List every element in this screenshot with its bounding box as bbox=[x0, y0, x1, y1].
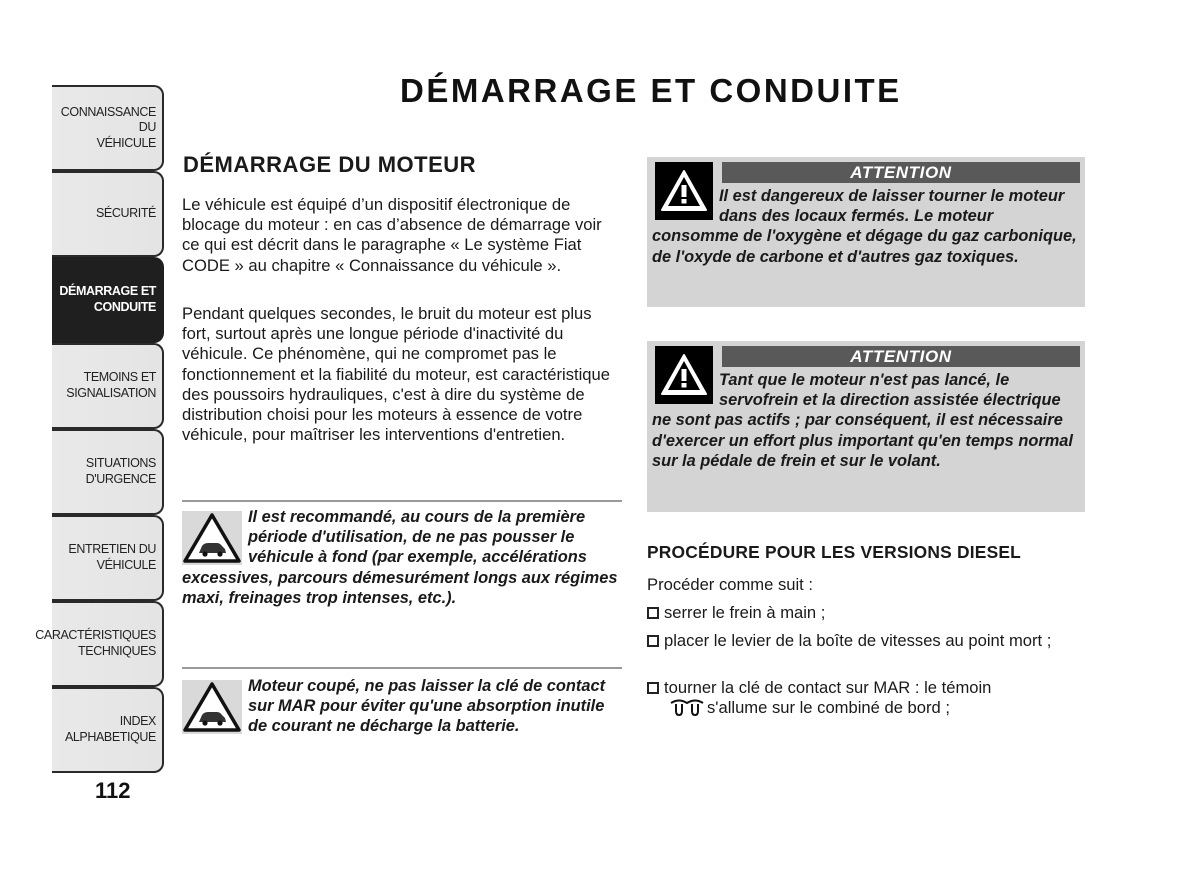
car-warning-icon bbox=[182, 511, 242, 565]
note-first-use bbox=[182, 507, 622, 608]
tab-label: DÉMARRAGE ET bbox=[59, 284, 156, 299]
step-text: tourner la clé de contact sur MAR : le témoin bbox=[664, 678, 992, 697]
tab-label: CARACTÉRISTIQUES bbox=[35, 628, 156, 643]
paragraph-immobilizer: Le véhicule est équipé d’un dispositif électronique de blocage du moteur : en cas d’absence de démarrage voir ce qui est décrit dans le paragraphe « Le système Fiat CODE » au chapitre « Connaissance du véhicule ». bbox=[182, 195, 602, 275]
car-warning-icon bbox=[182, 680, 242, 734]
tab-label: TEMOINS ET bbox=[83, 370, 156, 385]
tab-demarrage-et-conduite[interactable] bbox=[52, 257, 164, 343]
tab-label: SITUATIONS bbox=[85, 456, 156, 471]
tab-label: TECHNIQUES bbox=[78, 644, 156, 658]
tab-label: CONNAISSANCE DU bbox=[60, 104, 156, 135]
tab-temoins-et-signalisation[interactable] bbox=[52, 343, 164, 429]
step-text: s'allume sur le combiné de bord ; bbox=[707, 698, 950, 718]
tab-label: SÉCURITÉ bbox=[95, 206, 156, 221]
note-text: Il est recommandé, au cours de la première période d'utilisation, de ne pas pousser le véhicule à fond (par exemple, accélérations excessives, parcours démesurément longs aux régimes maxi, freinages trop intenses, etc.). bbox=[182, 508, 618, 607]
page-title: DÉMARRAGE ET CONDUITE bbox=[400, 72, 902, 109]
attention-text: Tant que le moteur n'est pas lancé, le servofrein et la direction assistée électrique ne sont pas actifs ; par conséquent, il est nécessaire d'exercer un effort plus important qu'en temps normal sur la pédale de frein et sur le volant. bbox=[652, 371, 1073, 470]
checkbox-icon bbox=[647, 635, 659, 647]
warning-triangle-icon bbox=[655, 346, 713, 404]
note-text: Moteur coupé, ne pas laisser la clé de contact sur MAR pour éviter qu'une absorption inutile de courant ne décharge la batterie. bbox=[248, 677, 606, 736]
tab-label: VÉHICULE bbox=[96, 558, 156, 572]
diesel-intro: Procéder comme suit : bbox=[647, 575, 813, 594]
list-item bbox=[647, 603, 1087, 623]
warning-triangle-icon bbox=[655, 162, 713, 220]
divider bbox=[182, 667, 622, 669]
tab-label: D'URGENCE bbox=[85, 472, 156, 486]
section-heading: DÉMARRAGE DU MOTEUR bbox=[183, 152, 477, 177]
attention-header: ATTENTION bbox=[722, 346, 1080, 367]
list-item bbox=[647, 678, 1087, 718]
tab-label: ALPHABETIQUE bbox=[64, 730, 156, 744]
tab-index-alphabetique[interactable] bbox=[52, 687, 164, 773]
tab-label: SIGNALISATION bbox=[66, 386, 156, 400]
tab-entretien-du-vehicule[interactable] bbox=[52, 515, 164, 601]
tab-label: ENTRETIEN DU bbox=[68, 542, 156, 557]
attention-box-exhaust bbox=[647, 157, 1085, 307]
attention-box-brakes bbox=[647, 341, 1085, 512]
attention-header: ATTENTION bbox=[722, 162, 1080, 183]
tab-label: CONDUITE bbox=[93, 300, 156, 314]
tab-connaissance-du-vehicule[interactable] bbox=[52, 85, 164, 171]
tab-securite[interactable] bbox=[52, 171, 164, 257]
note-key-position bbox=[182, 676, 622, 737]
glow-plug-icon bbox=[667, 699, 707, 717]
paragraph-engine-noise: Pendant quelques secondes, le bruit du moteur est plus fort, surtout après une longue période d'inactivité du véhicule. Ce phénomène, qui ne compromet pas le fonctionnement et la fiabilité du moteur, est caractéristique des poussoirs hydrauliques, c'est à dire du système de distribution choisi pour les moteurs à essence de votre véhicule, pour maîtriser les interventions d'entretien. bbox=[182, 304, 610, 445]
checkbox-icon bbox=[647, 607, 659, 619]
tab-caracteristiques-techniques[interactable] bbox=[35, 601, 164, 687]
divider bbox=[182, 500, 622, 502]
page-number: 112 bbox=[95, 778, 131, 803]
checkbox-icon bbox=[647, 682, 659, 694]
attention-text: Il est dangereux de laisser tourner le moteur dans des locaux fermés. Le moteur consomme de l'oxygène et dégage du gaz carbonique, de l'oxyde de carbone et d'autres gaz toxiques. bbox=[652, 187, 1077, 266]
tab-label: VÉHICULE bbox=[96, 135, 156, 150]
step-text: serrer le frein à main ; bbox=[664, 603, 826, 622]
step-text: placer le levier de la boîte de vitesses au point mort ; bbox=[664, 631, 1052, 650]
diesel-heading: PROCÉDURE POUR LES VERSIONS DIESEL bbox=[647, 542, 1021, 562]
step-continuation bbox=[647, 698, 950, 717]
tab-situations-durgence[interactable] bbox=[52, 429, 164, 515]
tab-label: INDEX bbox=[119, 714, 156, 729]
list-item bbox=[647, 631, 1087, 651]
